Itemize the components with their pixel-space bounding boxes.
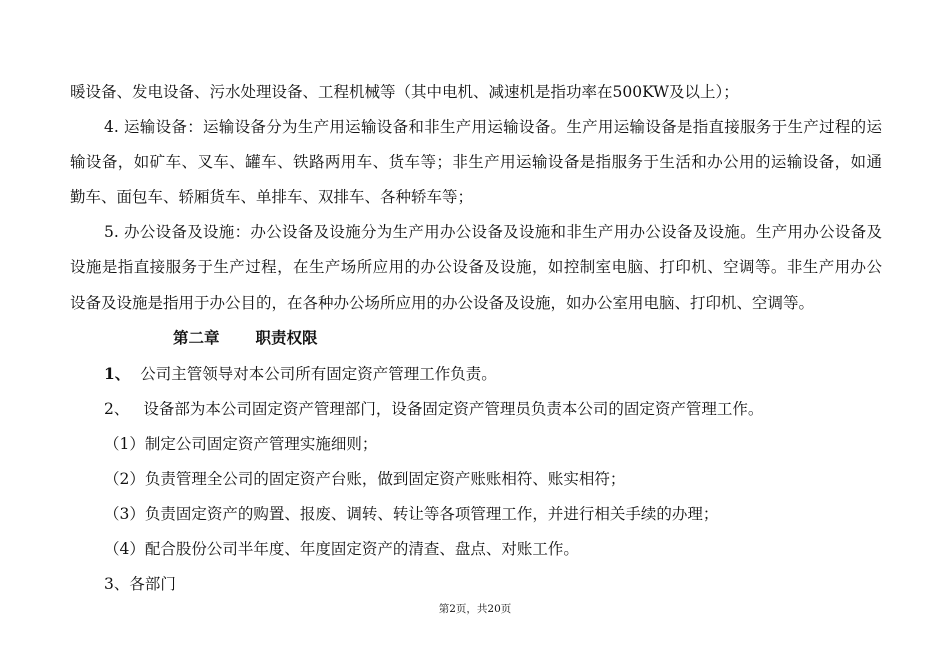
paragraph-line: 设备及设施是指用于办公目的，在各种办公场所应用的办公设备及设施，如办公室用电脑、打印机、空调等。 xyxy=(70,294,815,312)
list-item: 3、各部门 xyxy=(104,575,176,593)
list-item-text: 公司主管领导对本公司所有固定资产管理工作负责。 xyxy=(140,365,497,383)
paragraph-line: 勤车、面包车、轿厢货车、单排车、双排车、各种轿车等； xyxy=(70,188,474,206)
page-footer: 第2页，共20页 xyxy=(438,603,512,615)
paragraph-line: 暖设备、发电设备、污水处理设备、工程机械等（其中电机、减速机是指功率在500KW及以上）； xyxy=(70,83,739,101)
list-item-text: 设备部为本公司固定资产管理部门，设备固定资产管理员负责本公司的固定资产管理工作。 xyxy=(143,400,764,418)
list-item xyxy=(104,364,916,384)
list-item-number: 2、 xyxy=(104,400,130,418)
paragraph-line: 5. 办公设备及设施：办公设备及设施分为生产用办公设备及设施和非生产用办公设备及设施。生产用办公设备及 xyxy=(104,223,882,241)
chapter-title: 职责权限 xyxy=(255,328,318,347)
sub-list-item: （3）负责固定资产的购置、报废、调转、转让等各项管理工作，并进行相关手续的办理； xyxy=(104,505,719,523)
sub-list-item: （1）制定公司固定资产管理实施细则； xyxy=(104,435,378,453)
list-item xyxy=(104,399,916,419)
list-item-number: 1、 xyxy=(104,364,131,383)
chapter-number: 第二章 xyxy=(173,328,220,347)
paragraph-line: 设施是指直接服务于生产过程，在生产场所应用的办公设备及设施，如控制室电脑、打印机、空调等。非生产用办公 xyxy=(70,258,882,276)
sub-list-item: （4）配合股份公司半年度、年度固定资产的清查、盘点、对账工作。 xyxy=(104,540,579,558)
paragraph-line: 输设备，如矿车、叉车、罐车、铁路两用车、货车等；非生产用运输设备是指服务于生活和办公用的运输设备，如通 xyxy=(70,153,882,171)
paragraph-line: 4. 运输设备：运输设备分为生产用运输设备和非生产用运输设备。生产用运输设备是指直接服务于生产过程的运 xyxy=(104,118,882,136)
chapter-heading xyxy=(173,328,318,348)
sub-list-item: （2）负责管理全公司的固定资产台账，做到固定资产账账相符、账实相符； xyxy=(104,470,626,488)
